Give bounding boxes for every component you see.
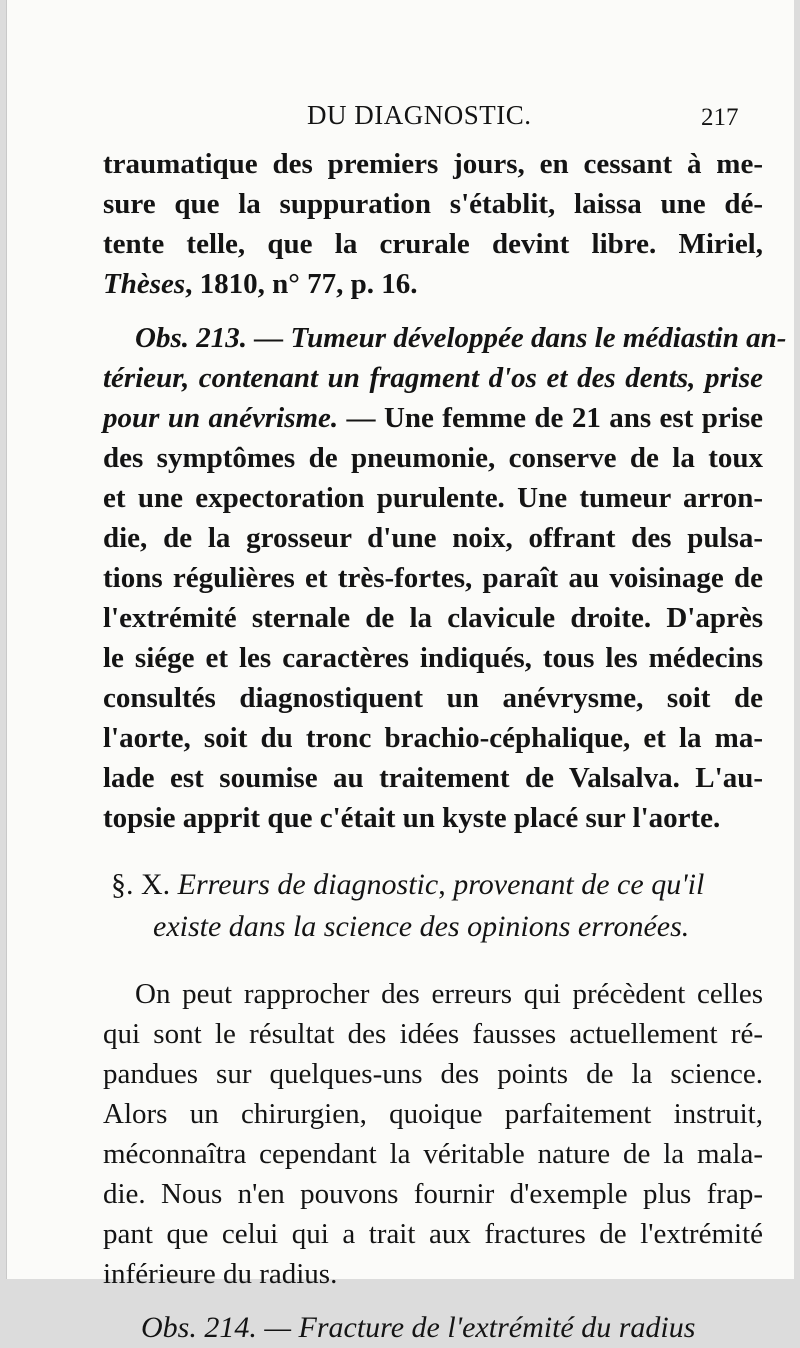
observation-title-end: pour un anévrisme. (103, 402, 339, 434)
observation-title-line: térieur, contenant un fragment d'os et des dents, prise (103, 362, 763, 394)
text-line: die. Nous n'en pouvons fournir d'exemple plus frap- (103, 1178, 763, 1210)
observation-213 (103, 318, 787, 838)
text-line: die, de la grosseur d'une noix, offrant des pulsa- (103, 522, 763, 554)
section-heading-line: existe dans la science des opinions erronées. (153, 910, 690, 943)
page-body (103, 144, 787, 1348)
text-line: consultés diagnostiquent un anévrysme, soit de (103, 682, 763, 714)
text-line: qui sont le résultat des idées fausses actuellement ré- (103, 1018, 763, 1050)
text-line: l'aorte, soit du tronc brachio-céphalique, et la ma- (103, 722, 763, 754)
observation-label: Obs. 214. — (141, 1311, 299, 1344)
source-reference: , 1810, n° 77, p. 16. (185, 268, 418, 300)
text-line (103, 264, 763, 304)
text-line: et une expectoration purulente. Une tumeur arron- (103, 482, 763, 514)
observation-heading (103, 318, 787, 358)
observation-title: Fracture de l'extrémité du radius (298, 1311, 696, 1344)
text-line: des symptômes de pneumonie, conserve de la toux (103, 442, 763, 474)
section-title-cont: provenant de ce qu'il (453, 868, 705, 901)
section-comma: , (438, 868, 454, 901)
text-line: le siége et les caractères indiqués, tous les médecins (103, 642, 763, 674)
book-page (6, 0, 794, 1344)
text-line: tions régulières et très-fortes, paraît au voisinage de (103, 562, 763, 594)
paragraph (103, 974, 763, 1294)
observation-214-heading (103, 1308, 763, 1348)
text-line: pant que celui qui a trait aux fractures de l'extrémité (103, 1218, 763, 1250)
text-line: Alors un chirurgien, quoique parfaitement instruit, (103, 1098, 763, 1130)
observation-title: Tumeur développée dans le médiastin an- (290, 322, 787, 354)
observation-label: Obs. 213. — (135, 322, 291, 354)
text-line: méconnaîtra cependant la véritable nature de la mala- (103, 1138, 763, 1170)
section-title: Erreurs de diagnostic (177, 868, 439, 901)
text-line: pandues sur quelques-uns des points de la science. (103, 1058, 763, 1090)
section-heading (103, 864, 763, 948)
text-line: sure que la suppuration s'établit, laissa une dé- (103, 188, 763, 220)
section-heading-line (103, 864, 763, 906)
text-line: tente telle, que la crurale devint libre. Miriel, (103, 228, 763, 260)
text-line: On peut rapprocher des erreurs qui précèdent celles (135, 978, 763, 1010)
paragraph-continuation (103, 144, 763, 304)
section-mark: §. X. (111, 868, 178, 901)
running-header (7, 100, 795, 140)
running-title: DU DIAGNOSTIC. (307, 100, 532, 130)
text-line: lade est soumise au traitement de Valsalva. L'au- (103, 762, 763, 794)
text-line (103, 398, 763, 438)
text-line: inférieure du radius. (103, 1258, 338, 1290)
observation-text-start: — Une femme de 21 ans est prise (338, 402, 763, 434)
text-line: l'extrémité sternale de la clavicule droite. D'après (103, 602, 763, 634)
text-line: topsie apprit que c'était un kyste placé sur l'aorte. (103, 802, 721, 834)
page-number: 217 (701, 104, 739, 131)
text-line: traumatique des premiers jours, en cessant à me- (103, 148, 763, 180)
source-title: Thèses (103, 268, 186, 300)
